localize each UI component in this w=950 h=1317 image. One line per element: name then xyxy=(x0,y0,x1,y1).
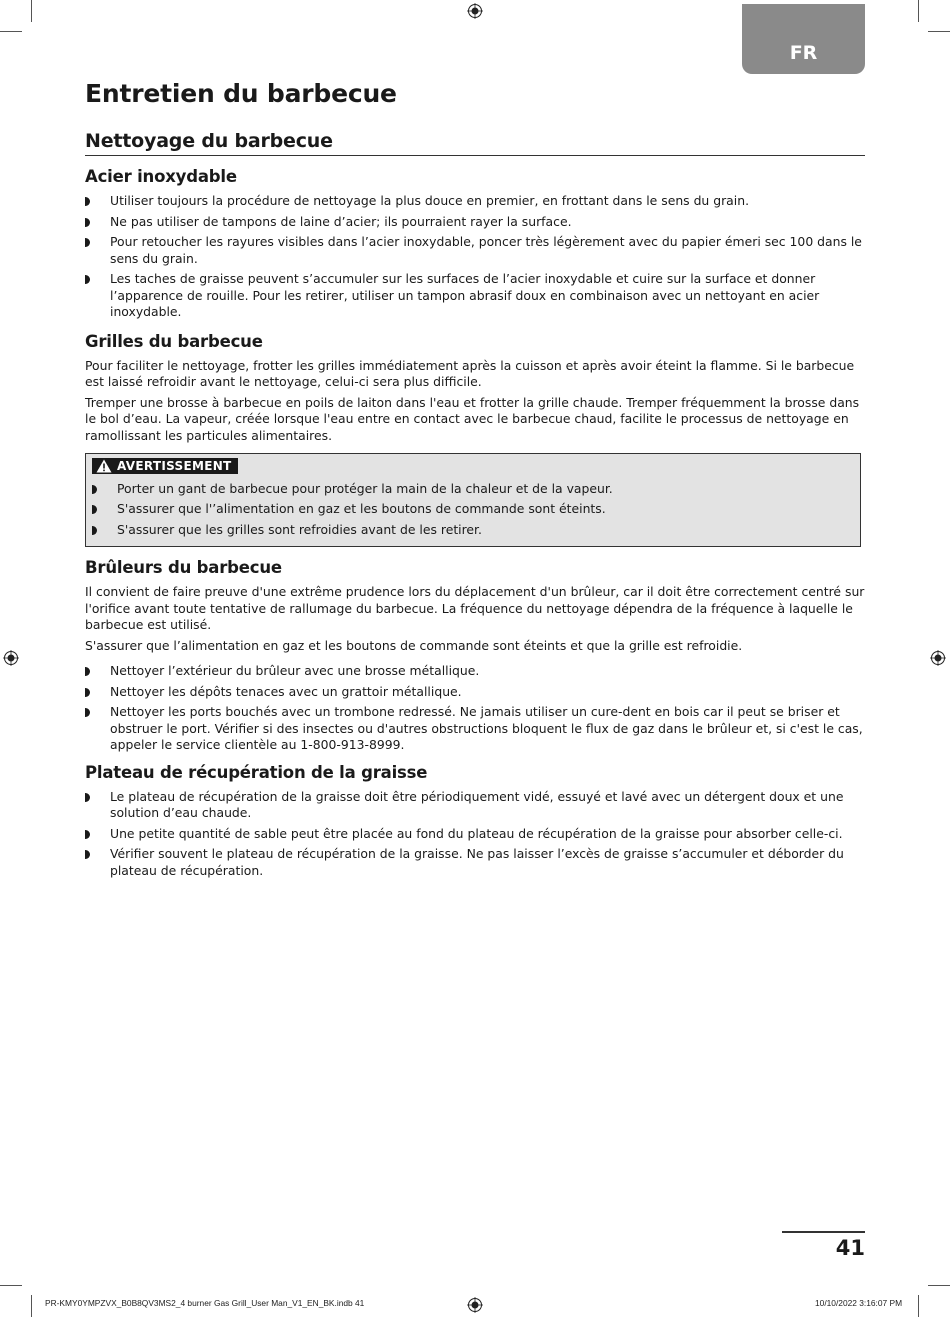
crop-mark xyxy=(0,1285,22,1286)
burners-paragraph: S'assurer que l’alimentation en gaz et les boutons de commande sont éteints et que la grille est refroidie. xyxy=(85,637,743,653)
bullet-icon xyxy=(85,793,90,802)
page-number: 41 xyxy=(835,1236,865,1260)
list-item-text: S'assurer que l'’alimentation en gaz et les boutons de commande sont éteints. xyxy=(117,501,606,516)
crop-mark xyxy=(928,1285,950,1286)
list-item xyxy=(85,846,865,879)
bullet-icon xyxy=(85,688,90,697)
tray-heading: Plateau de récupération de la graisse xyxy=(85,762,428,782)
list-item-text: Une petite quantité de sable peut être placée au fond du plateau de récupération de la graisse pour absorber celle-ci. xyxy=(110,825,843,841)
list-item xyxy=(85,826,865,843)
list-item-text: Vérifier souvent le plateau de récupération de la graisse. Ne pas laisser l’excès de graisse s’accumuler et déborder du plateau de récupération. xyxy=(110,846,844,878)
bullet-icon xyxy=(85,218,90,227)
language-tab: FR xyxy=(742,4,865,74)
page-title: Entretien du barbecue xyxy=(85,79,397,108)
list-item xyxy=(85,789,865,822)
page-number-rule xyxy=(782,1231,865,1233)
bullet-icon xyxy=(85,197,90,206)
bullet-icon xyxy=(85,238,90,247)
list-item xyxy=(85,684,865,701)
print-slug-date: 10/10/2022 3:16:07 PM xyxy=(815,1298,903,1308)
crop-mark xyxy=(928,31,950,32)
registration-mark-icon xyxy=(930,650,946,666)
list-item xyxy=(85,193,865,210)
list-item-text: Nettoyer les ports bouchés avec un trombone redressé. Ne jamais utiliser un cure-dent en bois car il peut se briser et obstruer le port. Vérifier si des insectes ou d'autres obstructions bloquent le flux de gaz dans le brûleur et, si c'est le cas, appeler le service clientèle au 1-800-913-8999. xyxy=(110,704,863,752)
list-item xyxy=(92,501,854,518)
page-content xyxy=(85,76,865,883)
list-item xyxy=(85,271,865,321)
warning-box xyxy=(85,453,861,547)
list-item-text: S'assurer que les grilles sont refroidies avant de les retirer. xyxy=(117,521,482,537)
list-item-text: Nettoyer les dépôts tenaces avec un grattoir métallique. xyxy=(110,683,462,699)
registration-mark-icon xyxy=(467,3,483,19)
list-item xyxy=(92,522,854,539)
list-item xyxy=(85,663,865,680)
tray-list xyxy=(85,789,865,880)
grills-paragraph: Tremper une brosse à barbecue en poils de laiton dans l'eau et frotter la grille chaude. Tremper fréquemment la brosse dans le bol d’eau. La vapeur, créée lorsque l'eau entre en contact avec le barbecue chaud, facilite le processus de nettoyage en ramollissant les particules alimentaires. xyxy=(85,394,860,443)
burners-list xyxy=(85,663,865,754)
warning-list xyxy=(92,481,854,539)
crop-mark xyxy=(918,0,919,22)
grills-paragraph: Pour faciliter le nettoyage, frotter les grilles immédiatement après la cuisson et après avoir éteint la flamme. Si le barbecue est laissé refroidir avant le nettoyage, celui-ci sera plus difficile. xyxy=(85,357,855,389)
registration-mark-icon xyxy=(3,650,19,666)
list-item-text: Utiliser toujours la procédure de nettoyage la plus douce en premier, en frottant dans le sens du grain. xyxy=(110,193,750,208)
bullet-icon xyxy=(85,830,90,839)
print-slug-file: PR-KMY0YMPZVX_B0B8QV3MS2_4 burner Gas Grill_User Man_V1_EN_BK.indb 41 xyxy=(45,1298,365,1308)
bullet-icon xyxy=(92,505,97,514)
list-item xyxy=(85,214,865,231)
list-item-text: Porter un gant de barbecue pour protéger la main de la chaleur et de la vapeur. xyxy=(117,480,613,496)
crop-mark xyxy=(0,31,22,32)
bullet-icon xyxy=(92,526,97,535)
burners-heading: Brûleurs du barbecue xyxy=(85,558,282,577)
crop-mark xyxy=(31,1295,32,1317)
list-item-text: Les taches de graisse peuvent s’accumuler sur les surfaces de l’acier inoxydable et cuire sur la surface et donner l’apparence de rouille. Pour les retirer, utiliser un tampon abrasif doux en combinaison avec un nettoyant en acier inoxydable. xyxy=(110,271,820,319)
burners-paragraph: Il convient de faire preuve d'une extrême prudence lors du déplacement d'un brûleur, car il doit être correctement centré sur l'orifice avant toute tentative de rallumage du barbecue. La fréquence du nettoyage dépendra de la fréquence à laquelle le barbecue est utilisé. xyxy=(85,584,865,632)
crop-mark xyxy=(31,0,32,22)
list-item-text: Ne pas utiliser de tampons de laine d’acier; ils pourraient rayer la surface. xyxy=(110,213,572,229)
stainless-list xyxy=(85,193,865,321)
crop-mark xyxy=(918,1295,919,1317)
list-item xyxy=(92,481,854,498)
bullet-icon xyxy=(85,850,90,859)
registration-mark-icon xyxy=(467,1297,483,1313)
warning-label xyxy=(92,458,238,474)
list-item-text: Pour retoucher les rayures visibles dans l’acier inoxydable, poncer très légèrement avec du papier émeri sec 100 dans le sens du grain. xyxy=(110,234,862,266)
bullet-icon xyxy=(85,708,90,717)
warning-triangle-icon xyxy=(96,459,112,473)
list-item-text: Nettoyer l’extérieur du brûleur avec une brosse métallique. xyxy=(110,663,480,678)
list-item-text: Le plateau de récupération de la graisse doit être périodiquement vidé, essuyé et lavé avec un détergent doux et une solution d’eau chaude. xyxy=(110,788,844,820)
list-item xyxy=(85,234,865,267)
bullet-icon xyxy=(92,485,97,494)
section-title: Nettoyage du barbecue xyxy=(85,128,865,156)
bullet-icon xyxy=(85,667,90,676)
list-item xyxy=(85,704,865,754)
grills-heading: Grilles du barbecue xyxy=(85,331,263,351)
bullet-icon xyxy=(85,275,90,284)
warning-label-text: AVERTISSEMENT xyxy=(117,459,232,473)
stainless-heading: Acier inoxydable xyxy=(85,167,237,186)
